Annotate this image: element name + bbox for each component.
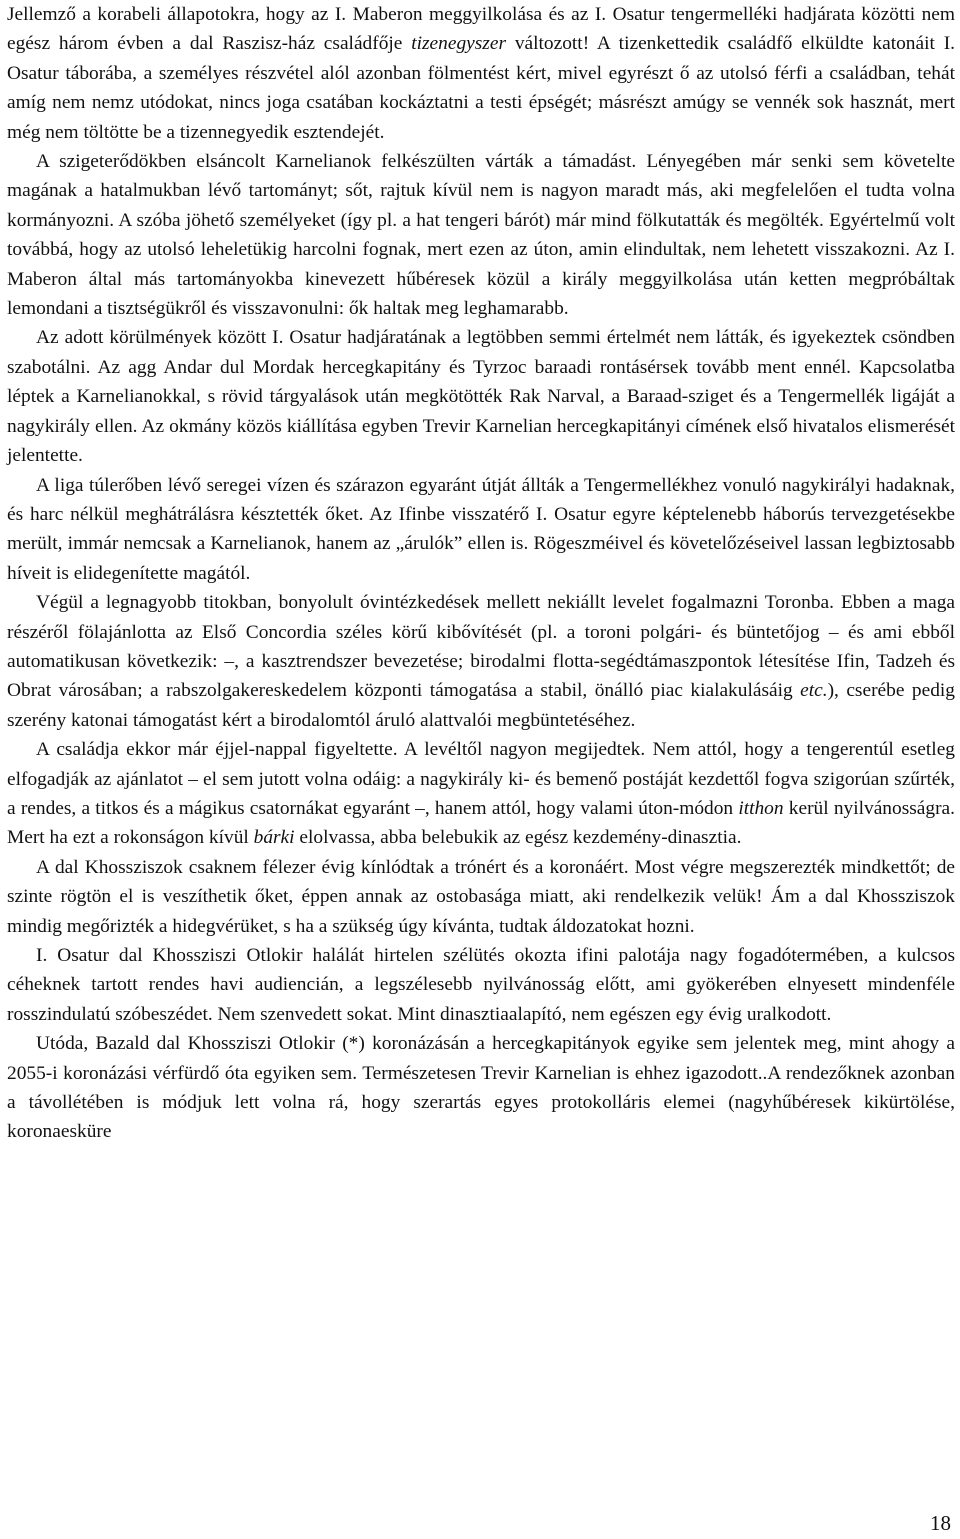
paragraph bbox=[7, 471, 955, 589]
document-page bbox=[7, 0, 955, 1539]
paragraph bbox=[7, 0, 955, 147]
text-run: ), cserébe pedig szerény katonai támogatást kért a birodalomtól áruló alattvalói megbüntetéséhez. bbox=[7, 680, 955, 731]
italic-text: etc. bbox=[800, 680, 828, 702]
text-run: Utóda, Bazald dal Khossziszi Otlokir (*) koronázásán a hercegkapitányok egyike sem jelentek meg, mint ahogy a 2055-i koronázási vérfürdő óta egyiken sem. Természetesen Trevir Karnelian is ehhez igazodott..A rendezőknek azonban a távollétében is módjuk lett volna rá, hogy szerartás egyes protokolláris elemei (nagyhűbéresek kikürtölése, koronaesküre bbox=[7, 1033, 955, 1143]
paragraph bbox=[7, 941, 955, 1029]
italic-text: itthon bbox=[738, 797, 784, 819]
paragraph bbox=[7, 853, 955, 941]
text-run: I. Osatur dal Khossziszi Otlokir halálát hirtelen szélütés okozta ifini palotája nagy fogadótermében, a kulcsos céheknek tartott rendes havi audiencián, a legszélesebb nyilvánosság előtt, ami gyökerében elnyesett mindenféle rosszindulatú szóbeszédet. Nem szenvedett sokat. Mint dinasztiaalapító, nem egészen egy évig uralkodott. bbox=[7, 945, 955, 1025]
paragraph bbox=[7, 147, 955, 323]
italic-text: tizenegyszer bbox=[411, 33, 507, 55]
text-run: változott! A tizenkettedik családfő elküldte katonáit I. Osatur táborába, a személyes részvétel alól azonban fölmentést kért, mivel egyrészt ő az utolsó férfi a családban, tehát amíg nem nemz utódokat, nincs joga csatában kockáztatni a testi épségét; másrészt amúgy se vennék sok hasznát, mert még nem töltötte be a tizennegyedik esztendejét. bbox=[7, 33, 955, 143]
page-number: 18 bbox=[930, 1511, 951, 1535]
text-run: elolvassa, abba belebukik az egész kezdemény-dinasztia. bbox=[294, 827, 742, 849]
text-run: Az adott körülmények között I. Osatur hadjáratának a legtöbben semmi értelmét nem látták, és igyekeztek csöndben szabotálni. Az agg Andar dul Mordak hercegkapitány és Tyrzoc baraadi rontásérsek tovább ment ennél. Kapcsolatba léptek a Karnelianokkal, s rövid tárgyalások után megkötötték Rak Narval, a Baraad-sziget és a Tengermellék ligáját a nagykirály ellen. Az okmány közös kiállítása egyben Trevir Karnelian hercegkapitányi címének első hivatalos elismerését jelentette. bbox=[7, 327, 955, 467]
text-run: A dal Khossziszok csaknem félezer évig kínlódtak a trónért és a koronáért. Most végre megszerezték mindkettőt; de szinte rögtön el is veszíthetik őket, éppen annak az ostobasága miatt, aki rendelkezik velük! Ám a dal Khossziszok mindig megőrizték a hidegvérüket, s ha a szükség úgy kívánta, tudtak áldozatokat hozni. bbox=[7, 856, 955, 937]
text-run: A liga túlerőben lévő seregei vízen és szárazon egyaránt útját állták a Tengermellékhez vonuló nagykirályi hadaknak, és harc nélkül meghátrálásra késztették őket. Az Ifinbe visszatérő I. Osatur egyre képtelenebb háborús tervezgetésekbe merült, immár nemcsak a Karnelianok, hanem az „árulók” ellen is. Rögeszméivel és követelőzéseivel lassan legbiztosabb híveit is elidegenítette magától. bbox=[7, 474, 955, 584]
text-run: A szigeterődökben elsáncolt Karnelianok felkészülten várták a támadást. Lényegében már senki sem követelte magának a hatalmukban lévő tartományt; sőt, rajtuk kívül nem is nagyon maradt más, aki megfelelően el tudta volna kormányozni. A szóba jöhető személyeket (így pl. a hat tengeri bárót) már mind fölkutatták és megölték. Egyértelmű volt továbbá, hogy az utolsó leheletükig harcolni fognak, mert ezen az úton, amin elindultak, nem lehetett visszakozni. Az I. Maberon által más tartományokba kinevezett hűbéresek közül a király meggyilkolása után ketten megpróbáltak lemondani a tisztségükről és visszavonulni: ők haltak meg leghamarabb. bbox=[7, 151, 955, 320]
italic-text: bárki bbox=[253, 827, 295, 849]
text-run: Végül a legnagyobb titokban, bonyolult óvintézkedések mellett nekiállt levelet fogalmazni Toronba. Ebben a maga részéről fölajánlotta az Első Concordia széles körű kibővítését (pl. a toroni polgári- és büntetőjog – és ami ebből automatikusan következik: –, a kasztrendszer bevezetése; birodalmi flotta-segédtámaszpontok létesítése Ifin, Tadzeh és Obrat városában; a rabszolgakereskedelem központi támogatása a stabil, önálló piac kialakulásáig bbox=[7, 592, 955, 702]
paragraph bbox=[7, 323, 955, 470]
body-text bbox=[7, 0, 955, 1147]
text-run: kerül nyilvánosságra. Mert ha ezt a rokonságon kívül bbox=[7, 797, 956, 849]
text-run: A családja ekkor már éjjel-nappal figyeltette. A levéltől nagyon megijedtek. Nem attól, hogy a tengerentúl esetleg elfogadják az ajánlatot – el sem jutott volna odáig: a nagykirály ki- és bemenő postáját kezdettől fogva szigorúan szűrték, a rendes, a titkos és a mágikus csatornákat egyaránt –, hanem attól, hogy valami úton-módon bbox=[7, 739, 955, 819]
text-run: Jellemző a korabeli állapotokra, hogy az I. Maberon meggyilkolása és az I. Osatur tengermelléki hadjárata közötti nem egész három évben a dal Raszisz-ház családfője bbox=[7, 4, 955, 55]
paragraph bbox=[7, 588, 955, 735]
paragraph bbox=[7, 735, 955, 853]
paragraph bbox=[7, 1029, 955, 1147]
